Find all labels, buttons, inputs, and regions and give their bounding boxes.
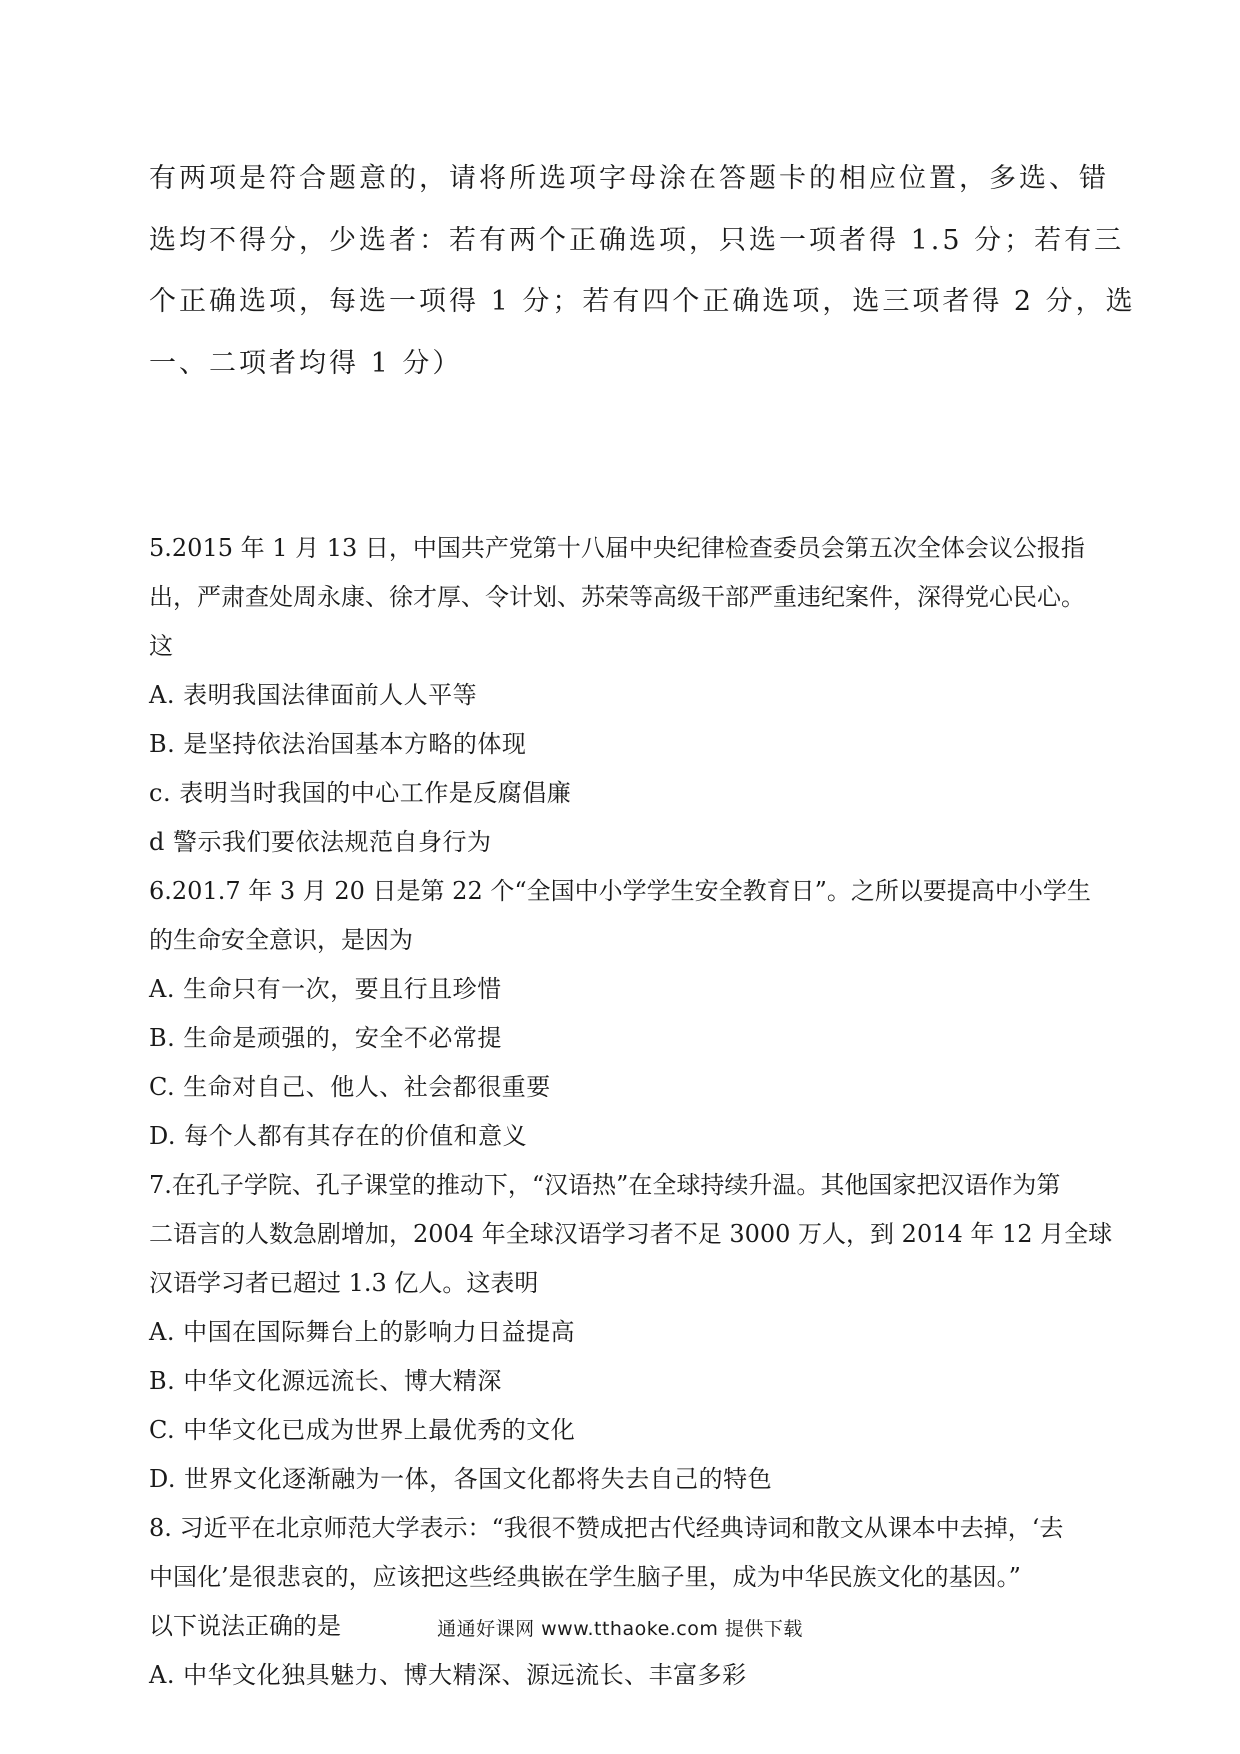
question-7-stem: 汉语学习者已超过 1.3 亿人。这表明 bbox=[149, 1269, 539, 1297]
question-6-stem: 的生命安全意识，是因为 bbox=[149, 926, 413, 954]
question-6-option-d: D. 每个人都有其存在的价值和意义 bbox=[149, 1122, 528, 1150]
question-7-stem: 二语言的人数急剧增加，2004 年全球汉语学习者不足 3000 万人，到 2014 年 12 月全球 bbox=[149, 1220, 1113, 1248]
question-8-stem: 中国化’是很悲哀的，应该把这些经典嵌在学生脑子里，成为中华民族文化的基因。” bbox=[149, 1563, 1021, 1591]
question-5-option-d: d 警示我们要依法规范自身行为 bbox=[149, 828, 492, 856]
instructions-paragraph bbox=[149, 148, 1136, 394]
question-5-option-b: B. 是坚持依法治国基本方略的体现 bbox=[149, 730, 527, 758]
question-6-option-c: C. 生命对自己、他人、社会都很重要 bbox=[149, 1073, 551, 1101]
question-5-stem: 出，严肃查处周永康、徐才厚、令计划、苏荣等高级干部严重违纪案件，深得党心民心。 bbox=[149, 583, 1085, 611]
question-5-stem: 这 bbox=[149, 632, 173, 660]
question-8-stem: 以下说法正确的是 bbox=[149, 1612, 341, 1640]
question-7-option-a: A. 中国在国际舞台上的影响力日益提高 bbox=[149, 1318, 576, 1346]
instructions-line: 一、二项者均得 1 分） bbox=[149, 347, 463, 379]
question-7-stem: 7.在孔子学院、孔子课堂的推动下，“汉语热”在全球持续升温。其他国家把汉语作为第 bbox=[149, 1171, 1061, 1199]
question-7-option-c: C. 中华文化已成为世界上最优秀的文化 bbox=[149, 1416, 576, 1444]
question-5-option-a: A. 表明我国法律面前人人平等 bbox=[149, 681, 478, 709]
instructions-line: 个正确选项，每选一项得 1 分；若有四个正确选项，选三项者得 2 分，选 bbox=[149, 286, 1136, 317]
question-6-option-a: A. 生命只有一次，要且行且珍惜 bbox=[149, 975, 502, 1003]
questions-section bbox=[149, 524, 1113, 1700]
question-7-option-d: D. 世界文化逐渐融为一体，各国文化都将失去自己的特色 bbox=[149, 1465, 773, 1493]
question-7-option-b: B. 中华文化源远流长、博大精深 bbox=[149, 1367, 502, 1395]
question-6-stem: 6.201.7 年 3 月 20 日是第 22 个“全国中小学学生安全教育日”。之所以要提高中小学生 bbox=[149, 877, 1091, 905]
question-8-stem: 8. 习近平在北京师范大学表示：“我很不赞成把古代经典诗词和散文从课本中去掉，‘去 bbox=[149, 1514, 1064, 1542]
instructions-line: 有两项是符合题意的，请将所选项字母涂在答题卡的相应位置，多选、错 bbox=[149, 163, 1109, 194]
question-5-option-c: c. 表明当时我国的中心工作是反腐倡廉 bbox=[149, 779, 572, 807]
question-5-stem: 5.2015 年 1 月 13 日，中国共产党第十八届中央纪律检查委员会第五次全体会议公报指 bbox=[149, 534, 1085, 562]
page-footer: 通通好课网 www.tthaoke.com 提供下载 bbox=[437, 1618, 803, 1640]
instructions-line: 选均不得分，少选者：若有两个正确选项，只选一项者得 1.5 分；若有三 bbox=[149, 224, 1125, 256]
question-8-option-a: A. 中华文化独具魅力、博大精深、源远流长、丰富多彩 bbox=[149, 1661, 747, 1689]
question-6-option-b: B. 生命是顽强的，安全不必常提 bbox=[149, 1024, 502, 1052]
